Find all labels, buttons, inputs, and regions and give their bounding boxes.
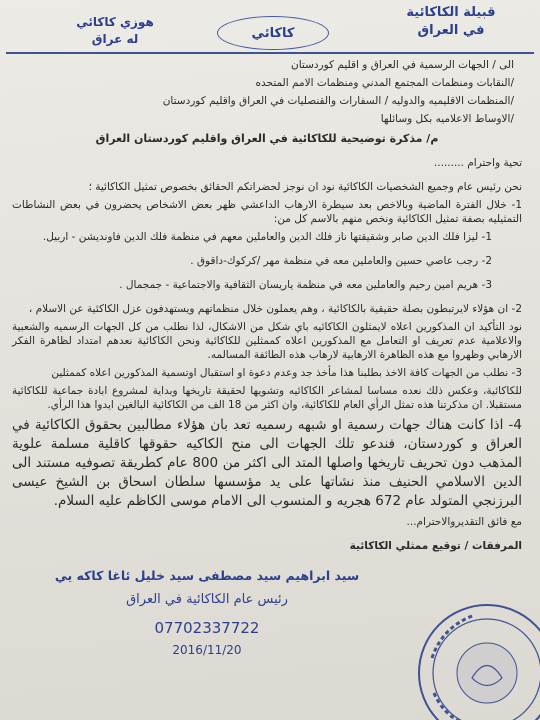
sender-line-2: له عراق <box>91 32 139 46</box>
recipient-line: الى / الجهات الرسمية في العراق و اقليم كوردستان <box>291 59 514 71</box>
oval-text: كاكائي <box>251 25 295 41</box>
recipients-block <box>12 58 522 126</box>
signature-block <box>12 569 402 657</box>
signatory-phone: 07702337722 <box>154 619 260 637</box>
greeting: تحية واحترام ......... <box>433 157 522 169</box>
signatory-name: سيد ابراهيم سيد مصطفى سيد خليل ئاغا كاكه يي <box>54 568 360 583</box>
point-1: 1- خلال الفترة الماضية وبالاخص بعد سيطرة الارهاب الداعشي ظهر بعض الاشخاص يحضرون في بعض النشاطات التمثيليه بصفة تمثيل الكاكائية ونخص منهم بالاسم كل من: <box>12 199 522 225</box>
attachments-line: المرفقات / توقيع ممثلي الكاكائية <box>349 540 522 552</box>
org-line-1: قبيلة الكاكائية <box>406 5 496 20</box>
letterhead-kurdish <box>40 14 190 48</box>
letterhead-logo-oval <box>217 16 329 50</box>
recipient-line: /المنظمات الاقليميه والدوليه / السفارات والقنصليات في العراق واقليم كوردستان <box>162 95 514 107</box>
point-3-body: للكاكائية، وعكس ذلك نعده مساسا لمشاعر الكاكائيه وتشويها لحقيقة تاريخها وبداية لمشروع ابادة جماعية للكاكائية مستقبلا. ان مذكرتنا هذه تمثل الرأي العام للكاكائية، وان اكثر من 18 الف من الكاكائية البالغين ايدوا هذا الرأي. <box>12 385 522 411</box>
intro-paragraph: نحن رئيس عام وجميع الشخصيات الكاكائية نود ان نوجز لحضراتكم الحقائق بخصوص تمثيل الكاكائية ؛ <box>88 181 522 193</box>
letter-date: 2016/11/20 <box>172 643 242 657</box>
org-line-2: في العراق <box>417 23 485 38</box>
recipient-line: /النقابات ومنظمات المجتمع المدني ومنظمات الامم المتحده <box>255 77 514 89</box>
list-item: 3- هريم امين رحيم والعاملين معه في منظمة ياريسان الثقافية والاجتماعية - جمجمال . <box>119 279 492 291</box>
point-2-body: نود التأكيد ان المذكورين اعلاه لايمثلون الكاكائيه باي شكل من الاشكال، لذا نطلب من كل الجهات الرسميه والشعبية والاعلامية عدم تعريف او التعامل مع المذكورين اعلاه كممثلين للكاكائية ونحن الكاكائية نعدهم امتداد لظاهرة الفكر الارهابي وظهروا مع هذه الظاهرة الارهابية لارهاب هذه الطائفة المسالمه. <box>12 321 522 361</box>
letterhead-organization <box>376 4 526 40</box>
sender-line-1: هوزي كاكائي <box>76 15 154 29</box>
list-item: 1- ليزا فلك الدين صابر وشقيقتها ناز فلك الدين والعاملين معهم في منظمة فلك الدين فاونديشن - اربيل. <box>42 231 492 243</box>
letter-body <box>12 58 522 657</box>
list-item: 2- رجب عاصي حسين والعاملين معه في منظمة مهر /كركوك-داقوق . <box>190 255 492 267</box>
letter-subject: م/ مذكرة توضيحية للكاكائية في العراق واقليم كوردستان العراق <box>95 132 439 145</box>
point-3-heading: 3- نطلب من الجهات كافة الاخذ بطلبنا هذا مأخذ جد وعدم دعوة او استقبال اوتسمية المذكورين اعلاه كممثلين <box>51 367 522 379</box>
official-stamp-icon <box>412 598 540 720</box>
header-divider <box>6 52 534 54</box>
closing-line: مع فائق التقديروالاحترام... <box>406 516 522 528</box>
signatory-title: رئيس عام الكاكائية في العراق <box>126 592 288 607</box>
point-2-heading: 2- ان هؤلاء لايرتبطون بصلة حقيقية بالكاكائية ، وهم يعملون خلال منظماتهم ويستهدفون عزل الكاكئية عن الاسلام ، <box>28 303 522 315</box>
recipient-line: /الاوساط الاعلاميه بكل وسائلها <box>380 113 514 125</box>
point-4: 4- اذا كانت هناك جهات رسمية او شبهه رسميه تعد بان هؤلاء مطالبين بحقوق الكاكائية في العراق و كوردستان، فندعو تلك الجهات الى منح الكاكيه حقوقها كاقلية مسلمة علوية المذهب دون تحريف تاريخها واصلها المتد الى اكثر من 800 عام كطريقة تصوفيه مستند الى الدين الاسلامي الحنيف منذ نشاتها على يد مؤسسها سلطان اسحاق بن الشيخ عيسى البرزنجي المتولد عام 672 هجريه و المنسوب الى الامام موسى الكاظم عليه السلام. <box>12 417 522 509</box>
named-persons-list <box>12 230 522 292</box>
